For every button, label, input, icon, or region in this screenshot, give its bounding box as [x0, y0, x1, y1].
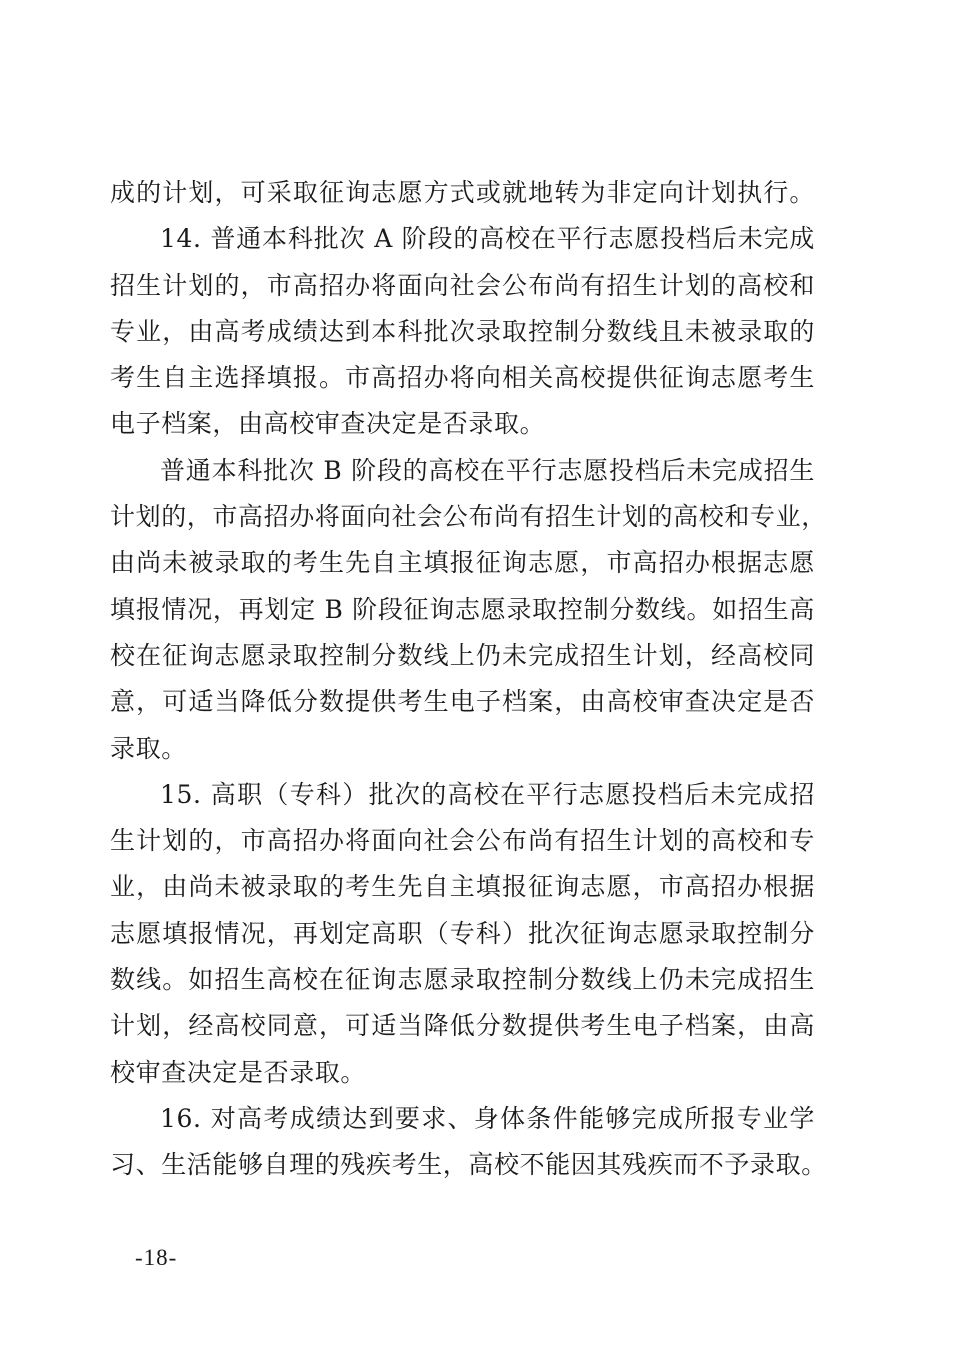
text-line: 16. 对高考成绩达到要求、身体条件能够完成所报专业学 — [160, 1103, 815, 1133]
text-line: 校在征询志愿录取控制分数线上仍未完成招生计划，经高校同 — [110, 640, 815, 670]
text-line: 计划，经高校同意，可适当降低分数提供考生电子档案，由高 — [110, 1011, 815, 1041]
body-text — [110, 170, 827, 1189]
text-line: 15. 高职（专科）批次的高校在平行志愿投档后未完成招 — [160, 779, 815, 809]
text-line: 数线。如招生高校在征询志愿录取控制分数线上仍未完成招生 — [110, 965, 815, 995]
text-line: 业，由尚未被录取的考生先自主填报征询志愿，市高招办根据 — [110, 872, 815, 902]
text-line: 普通本科批次 B 阶段的高校在平行志愿投档后未完成招生 — [160, 455, 815, 485]
text-line: 考生自主选择填报。市高招办将向相关高校提供征询志愿考生 — [110, 363, 815, 393]
text-line: 招生计划的，市高招办将面向社会公布尚有招生计划的高校和 — [110, 270, 815, 300]
text-line: 意，可适当降低分数提供考生电子档案，由高校审查决定是否 — [110, 687, 815, 717]
text-line: 录取。 — [110, 733, 187, 763]
text-line: 电子档案，由高校审查决定是否录取。 — [110, 409, 546, 439]
text-line: 生计划的，市高招办将面向社会公布尚有招生计划的高校和专 — [110, 826, 815, 856]
text-line: 14. 普通本科批次 A 阶段的高校在平行志愿投档后未完成 — [160, 224, 815, 254]
text-line: 计划的，市高招办将面向社会公布尚有招生计划的高校和专业， — [110, 502, 827, 532]
text-line: 成的计划，可采取征询志愿方式或就地转为非定向计划执行。 — [110, 178, 815, 207]
text-line: 专业，由高考成绩达到本科批次录取控制分数线且未被录取的 — [110, 316, 815, 346]
text-line: 志愿填报情况，再划定高职（专科）批次征询志愿录取控制分 — [110, 918, 815, 948]
text-line: 填报情况，再划定 B 阶段征询志愿录取控制分数线。如招生高 — [110, 594, 815, 624]
page-number: -18- — [135, 1245, 178, 1270]
text-line: 校审查决定是否录取。 — [110, 1057, 367, 1087]
text-line: 由尚未被录取的考生先自主填报征询志愿，市高招办根据志愿 — [110, 548, 815, 578]
text-line: 习、生活能够自理的残疾考生，高校不能因其残疾而不予录取。 — [110, 1150, 827, 1180]
